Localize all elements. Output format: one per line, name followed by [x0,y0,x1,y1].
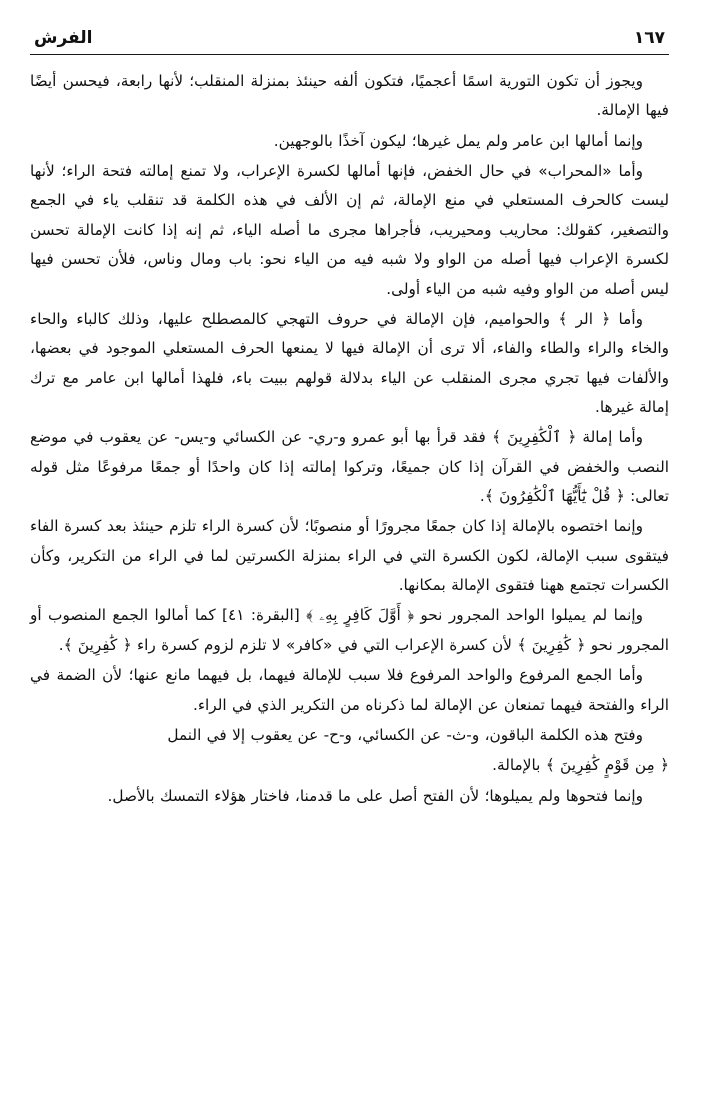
paragraph: وإنما اختصوه بالإمالة إذا كان جمعًا مجرورًا أو منصوبًا؛ لأن كسرة الراء تلزم حينئذ بعد كسرة الفاء فيتقوى سبب الإمالة، لكون الكسرة التي في الراء بمنزلة الكسرتين لما في الراء من التكرير، وكأن الكسرات تجتمع ههنا فتقوى الإمالة بمكانها. [30,517,669,595]
paragraph: وأما ﴿ الر ﴾ والحواميم، فإن الإمالة في حروف التهجي كالمصطلح عليها، وذلك كالباء والحاء والخاء والراء والطاء والفاء، ألا ترى أن الإمالة فيها لا يمنعها الحرف المستعلي الموجود في بعضها، والألفات فيها تجري مجرى المنقلب عن الياء بدلالة قولهم ببيت باء، فلهذا أمالها ابن عامر مع ترك إمالة غيرها. [30,309,669,416]
header-divider [30,54,669,55]
page-header [30,28,669,54]
paragraph: وإنما فتحوها ولم يميلوها؛ لأن الفتح أصل على ما قدمنا، فاختار هؤلاء التمسك بالأصل. [107,786,643,805]
page-number: ١٦٧ [633,28,665,48]
paragraph: وإنما لم يميلوا الواحد المجرور نحو ﴿ أَوَّلَ كَافِرٍ بِهِۦ ﴾ [البقرة: ٤١] كما أمالوا الجمع المنصوب أو المجرور نحو ﴿ كَٰفِرِينَ ﴾ لأن كسرة الإعراب التي في «كافر» لا تلزم لزوم كسرة راء ﴿ كَٰفِرِينَ ﴾. [30,606,669,654]
paragraph: وأما «المحراب» في حال الخفض، فإنها أمالها لكسرة الإعراب، ولا تمنع إمالته فتحة الراء؛ لأنها ليست كالحرف المستعلي في منع الإمالة، ثم إن الألف في هذه الكلمة قد تنقلب ياء في الجمع والتصغير، كقولك: محاريب ومحيريب، فأجراها مجرى ما أصله الياء، ثم إنه إذا كانت الإمالة تحسن لكسرة الإعراب فيها أصله من الواو ولا شبه فيه من الياء نحو: باب ومال وناس، فلأن تحسن فيها ليس أصله من الواو وفيه شبه من الياء أولى. [30,162,669,298]
quran-citation-line: ﴿ مِن قَوْمٍ كَٰفِرِينَ ﴾ بالإمالة. [492,756,669,775]
page-body [30,67,669,811]
paragraph: وأما الجمع المرفوع والواحد المرفوع فلا سبب للإمالة فيهما، بل فيهما مانع عنها؛ لأن الضمة في الراء والفتحة فيهما تمنعان عن الإمالة لما ذكرناه من التكرير الذي في الراء. [30,666,669,714]
chapter-title: الفرش [34,28,93,48]
paragraph: ويجوز أن تكون التورية اسمًا أعجميًا، فتكون ألفه حينئذ بمنزلة المنقلب؛ لأنها رابعة، فيحسن أيضًا فيها الإمالة. [30,72,669,120]
paragraph: وأما إمالة ﴿ ٱلْكَٰفِرِينَ ﴾ فقد قرأ بها أبو عمرو و-ري- عن الكسائي و-يس- عن يعقوب في موضع النصب والخفض في القرآن إذا كان جميعًا، وتركوا إمالته إذا كان واحدًا أو جمعًا مرفوعًا مثل قوله تعالى: ﴿ قُلْ يَٰٓأَيُّهَا ٱلْكَٰفِرُونَ ﴾. [30,428,669,506]
paragraph: وإنما أمالها ابن عامر ولم يمل غيرها؛ ليكون آخذًا بالوجهين. [273,131,643,150]
paragraph: وفتح هذه الكلمة الباقون، و-ث- عن الكسائي، و-ح- عن يعقوب إلا في النمل [167,725,643,744]
